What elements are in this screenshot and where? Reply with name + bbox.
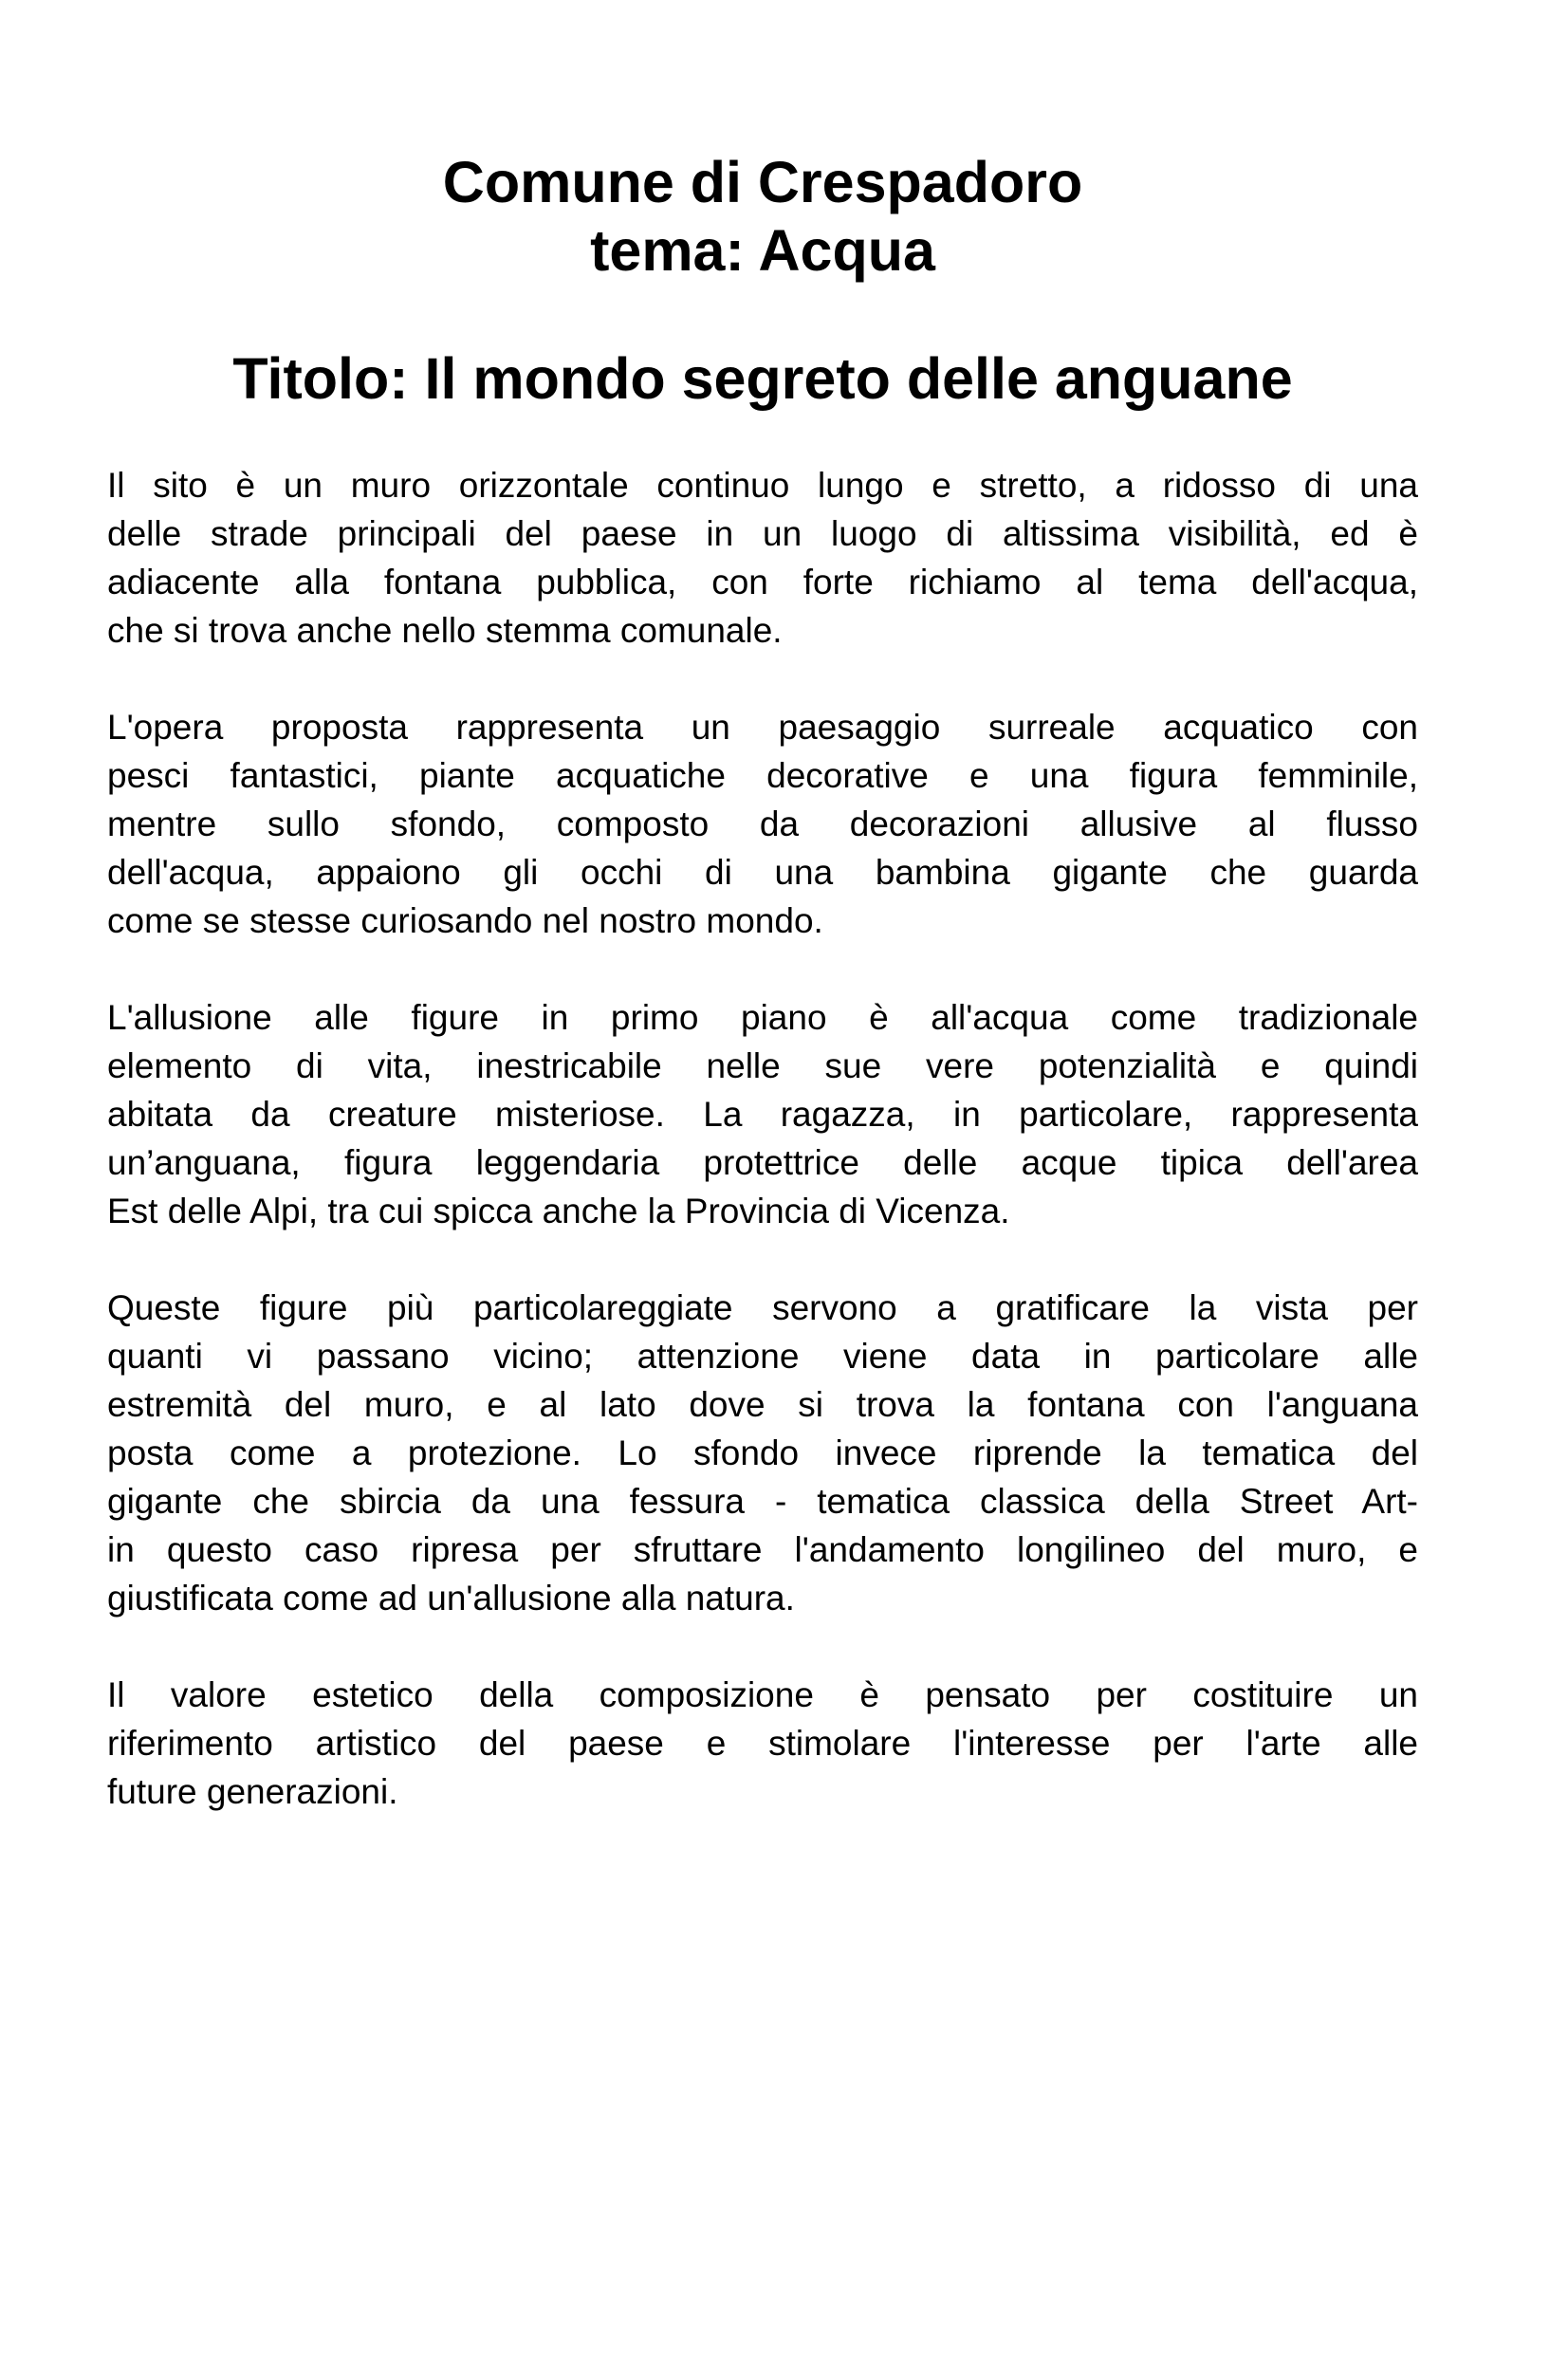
paragraph (107, 993, 1418, 1235)
text-line: Il sito è un muro orizzontale continuo lungo e stretto, a ridosso di una (107, 466, 1418, 505)
text-line: che si trova anche nello stemma comunale. (107, 611, 783, 650)
text-line: Queste figure più particolareggiate servono a gratificare la vista per (107, 1288, 1418, 1327)
paragraph (107, 703, 1418, 945)
text-line: L'allusione alle figure in primo piano è all'acqua come tradizionale (107, 998, 1418, 1037)
text-line: riferimento artistico del paese e stimolare l'interesse per l'arte alle (107, 1724, 1418, 1763)
text-line: pesci fantastici, piante acquatiche decorative e una figura femminile, (107, 756, 1418, 795)
text-line: adiacente alla fontana pubblica, con forte richiamo al tema dell'acqua, (107, 563, 1418, 601)
document-page (0, 148, 1568, 2367)
text-line: come se stesse curiosando nel nostro mondo. (107, 901, 823, 940)
text-line: elemento di vita, inestricabile nelle sue vere potenzialità e quindi (107, 1046, 1418, 1085)
page-title (107, 148, 1418, 285)
paragraph (107, 1284, 1418, 1622)
page-title-line-2: tema: Acqua (590, 218, 935, 283)
text-line: dell'acqua, appaiono gli occhi di una bambina gigante che guarda (107, 853, 1418, 892)
text-line: mentre sullo sfondo, composto da decorazioni allusive al flusso (107, 804, 1418, 843)
text-line: un’anguana, figura leggendaria protettrice delle acque tipica dell'area (107, 1143, 1418, 1182)
page-title-line-1: Comune di Crespadoro (442, 150, 1083, 214)
text-line: L'opera proposta rappresenta un paesaggio surreale acquatico con (107, 708, 1418, 747)
text-column (107, 148, 1418, 1816)
paragraph (107, 1671, 1418, 1816)
text-line: in questo caso ripresa per sfruttare l'andamento longilineo del muro, e (107, 1530, 1418, 1569)
text-line: future generazioni. (107, 1772, 398, 1811)
text-line: posta come a protezione. Lo sfondo invece riprende la tematica del (107, 1433, 1418, 1472)
text-line: estremità del muro, e al lato dove si trova la fontana con l'anguana (107, 1385, 1418, 1424)
text-line: delle strade principali del paese in un luogo di altissima visibilità, ed è (107, 514, 1418, 553)
text-line: Il valore estetico della composizione è pensato per costituire un (107, 1675, 1418, 1714)
text-line: giustificata come ad un'allusione alla natura. (107, 1579, 795, 1618)
document-subtitle: Titolo: Il mondo segreto delle anguane (232, 346, 1293, 411)
document-body (107, 461, 1418, 1816)
text-line: Est delle Alpi, tra cui spicca anche la Provincia di Vicenza. (107, 1192, 1010, 1230)
text-line: gigante che sbircia da una fessura - tematica classica della Street Art- (107, 1482, 1418, 1521)
document-header (107, 148, 1418, 413)
text-line: abitata da creature misteriose. La ragazza, in particolare, rappresenta (107, 1095, 1418, 1134)
text-line: quanti vi passano vicino; attenzione viene data in particolare alle (107, 1337, 1418, 1376)
paragraph (107, 461, 1418, 655)
